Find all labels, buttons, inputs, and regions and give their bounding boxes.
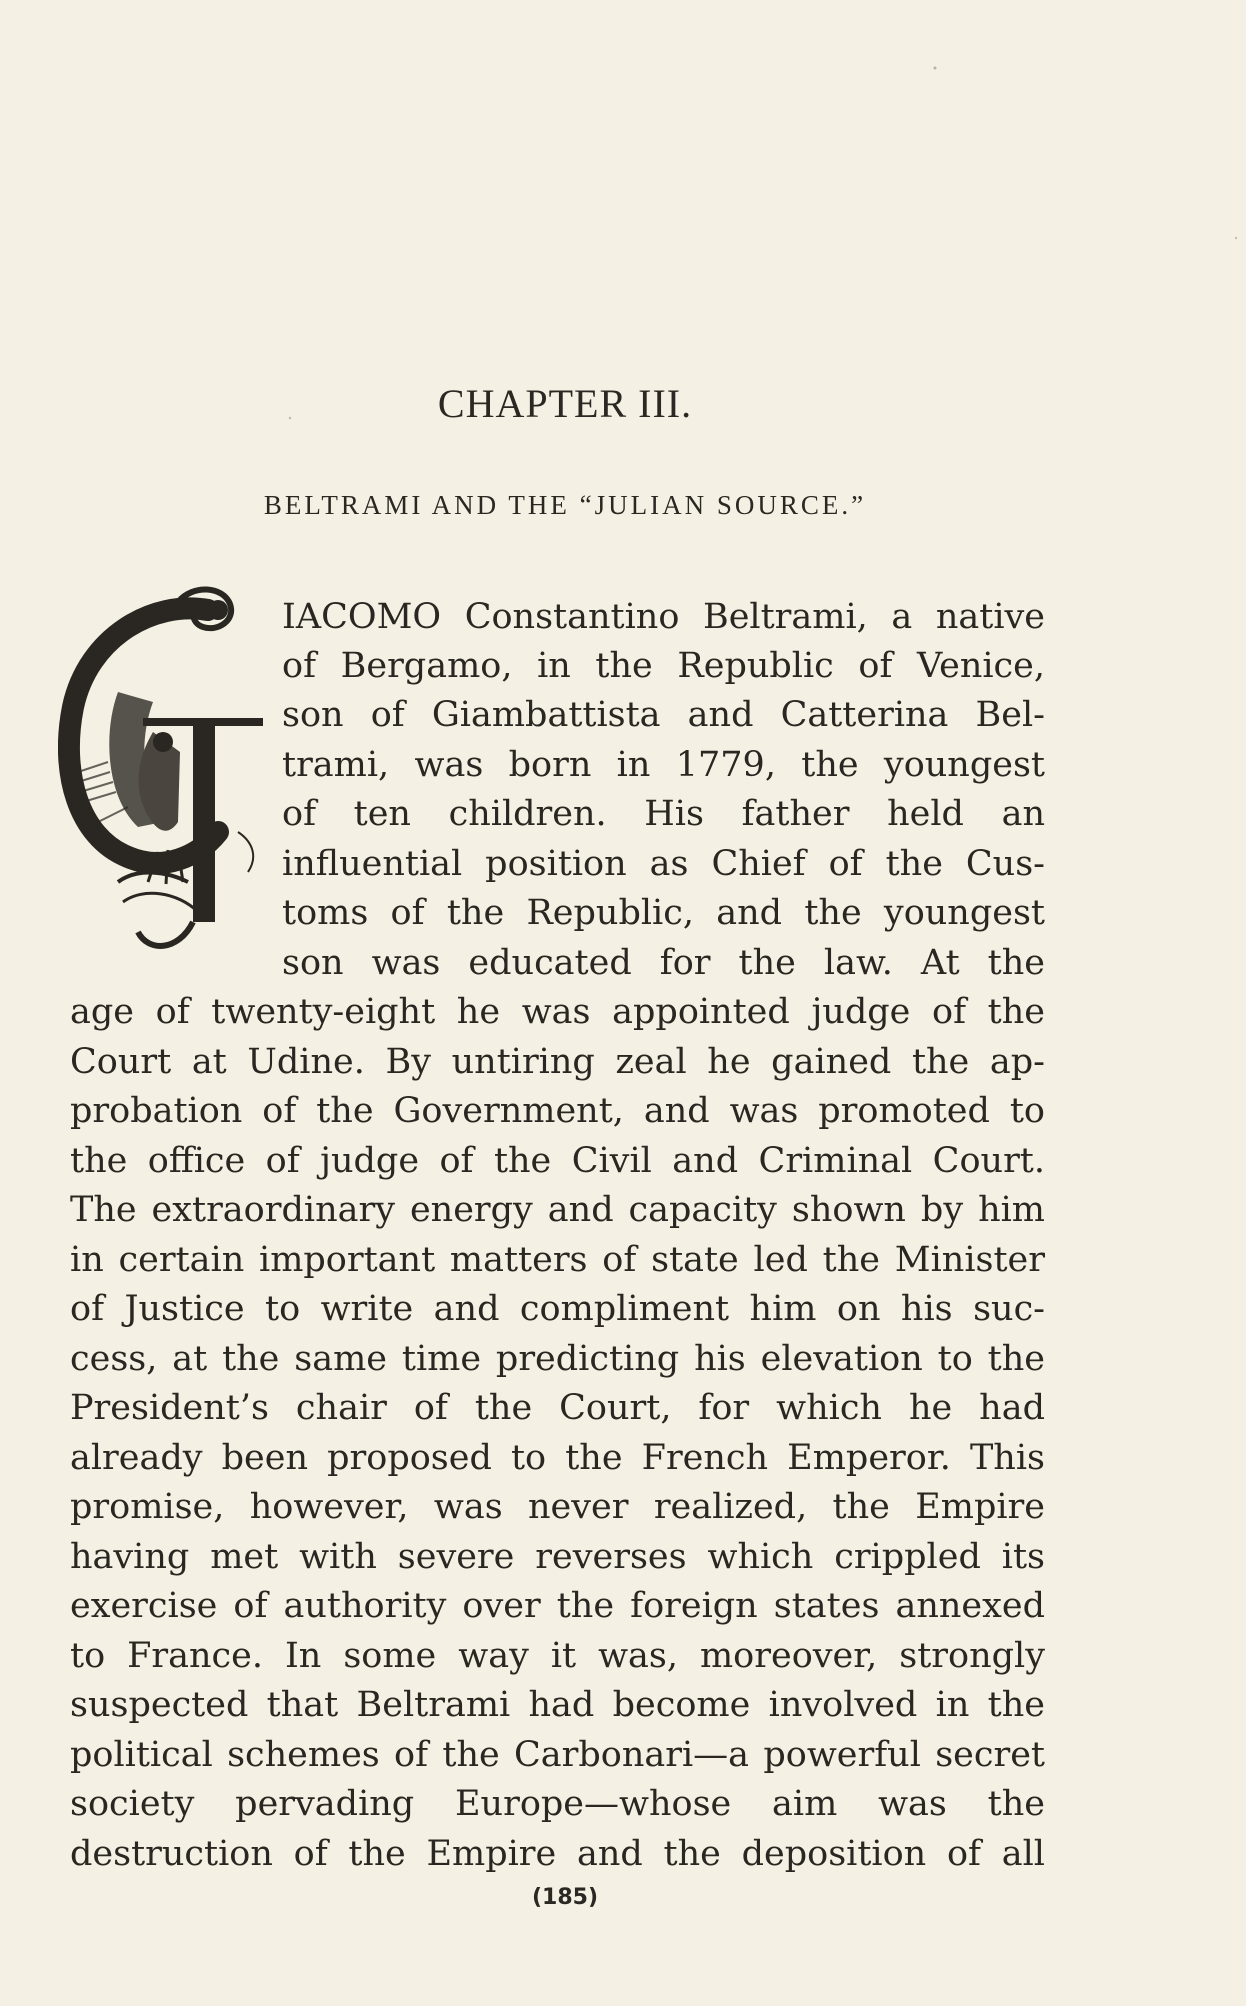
text-line: son of Giambattista and Catterina Bel-: [282, 695, 1045, 735]
text-line: in certain important matters of state led the Minister: [70, 1240, 1045, 1280]
chapter-subtitle: BELTRAMI AND THE “JULIAN SOURCE.”: [263, 490, 867, 520]
text-line: exercise of authority over the foreign states annexed: [70, 1586, 1045, 1626]
text-line: already been proposed to the French Emperor. This: [70, 1438, 1045, 1478]
text-line: cess, at the same time predicting his elevation to the: [70, 1339, 1045, 1379]
text-line: of Bergamo, in the Republic of Venice,: [282, 646, 1045, 686]
text-line: son was educated for the law. At the: [282, 943, 1045, 983]
text-line: age of twenty-eight he was appointed judge of the: [70, 992, 1045, 1032]
text-line: the office of judge of the Civil and Criminal Court.: [70, 1141, 1045, 1181]
text-line: Court at Udine. By untiring zeal he gained the ap-: [70, 1042, 1045, 1082]
text-line: destruction of the Empire and the deposition of all: [70, 1834, 1045, 1874]
text-line: IACOMO Constantino Beltrami, a native: [282, 597, 1045, 637]
page-number: (185): [531, 1885, 599, 1910]
text-line: suspected that Beltrami had become involved in the: [70, 1685, 1045, 1725]
text-line: having met with severe reverses which crippled its: [70, 1537, 1045, 1577]
ornate-drop-cap-g-icon: [58, 582, 263, 962]
text-line: society pervading Europe—whose aim was the: [70, 1784, 1045, 1824]
text-line: toms of the Republic, and the youngest: [282, 893, 1045, 933]
text-line: trami, was born in 1779, the youngest: [282, 745, 1045, 785]
text-line: political schemes of the Carbonari—a powerful secret: [70, 1735, 1045, 1775]
chapter-title: CHAPTER III.: [437, 381, 693, 426]
text-line: to France. In some way it was, moreover, strongly: [70, 1636, 1045, 1676]
text-line: of Justice to write and compliment him on his suc-: [70, 1289, 1045, 1329]
text-line: influential position as Chief of the Cus-: [282, 844, 1045, 884]
text-line: probation of the Government, and was promoted to: [70, 1091, 1045, 1131]
text-line: promise, however, was never realized, the Empire: [70, 1487, 1045, 1527]
text-line: of ten children. His father held an: [282, 794, 1045, 834]
text-line: The extraordinary energy and capacity shown by him: [70, 1190, 1045, 1230]
text-line: President’s chair of the Court, for which he had: [70, 1388, 1045, 1428]
